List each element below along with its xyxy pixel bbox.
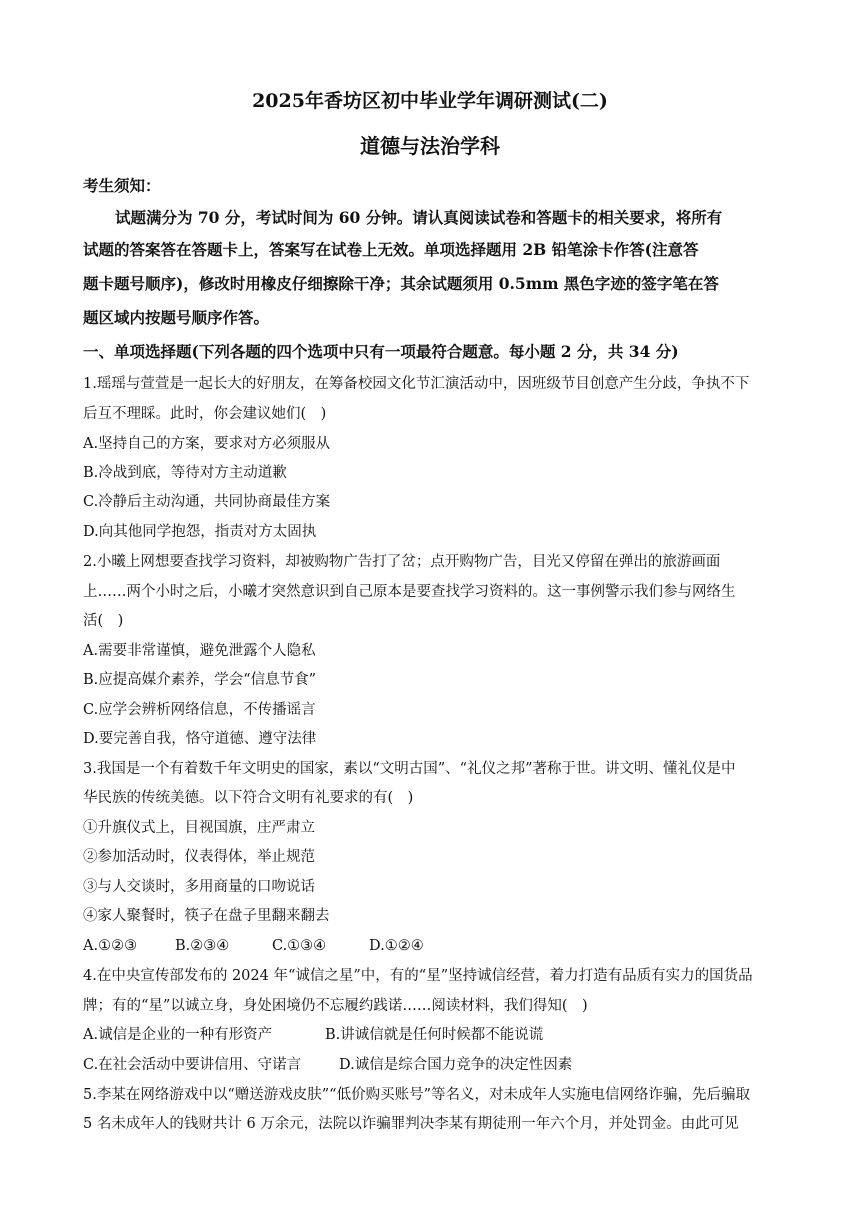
statement-item: ③与人交谈时，多用商量的口吻说话	[83, 879, 315, 895]
question-stem: 华民族的传统美德。以下符合文明有礼要求的有( )	[83, 790, 414, 806]
statement-item: ①升旗仪式上，目视国旗，庄严肃立	[83, 820, 315, 836]
question-stem: 3.我国是一个有着数千年文明史的国家，素以“文明古国”、“礼仪之邦”著称于世。讲文明、懂礼仪是中	[83, 761, 736, 777]
option-b: B.②③④	[175, 938, 230, 954]
question-stem: 后互不理睬。此时，你会建议她们( )	[83, 406, 327, 422]
statement-item: ②参加活动时，仪表得体，举止规范	[83, 849, 315, 865]
options-row	[83, 1025, 783, 1045]
option-c: C.应学会辨析网络信息，不传播谣言	[83, 702, 316, 718]
option-b: B.应提高媒介素养，学会“信息节食”	[83, 672, 317, 688]
option-b: B.讲诚信就是任何时候都不能说谎	[325, 1027, 544, 1043]
notice-line: 题区域内按题号顺序作答。	[83, 308, 270, 327]
option-c: C.在社会活动中要讲信用、守诺言	[83, 1057, 302, 1073]
options-row	[83, 1055, 783, 1075]
exam-subject: 道德与法治学科	[360, 134, 500, 158]
option-b: B.冷战到底，等待对方主动道歉	[83, 465, 287, 481]
notice-line: 题卡题号顺序)，修改时用橡皮仔细擦除干净；其余试题须用 0.5mm 黑色字迹的签字笔在答	[83, 274, 719, 293]
question-stem: 牌；有的“星”以诚立身，身处困境仍不忘履约践诺……阅读材料，我们得知( )	[83, 998, 588, 1014]
question-stem: 5.李某在网络游戏中以“赠送游戏皮肤”“低价购买账号”等名义，对未成年人实施电信网络诈骗，先后骗取	[83, 1087, 750, 1103]
exam-title: 2025年香坊区初中毕业学年调研测试(二)	[252, 90, 608, 112]
option-c: C.①③④	[272, 938, 327, 954]
options-row	[83, 936, 783, 956]
notice-line: 试题满分为 70 分，考试时间为 60 分钟。请认真阅读试卷和答题卡的相关要求，将所有	[115, 208, 723, 227]
option-a: A.诚信是企业的一种有形资产	[83, 1027, 273, 1043]
option-d: D.诚信是综合国力竞争的决定性因素	[339, 1057, 573, 1073]
question-stem: 4.在中央宣传部发布的 2024 年“诚信之星”中，有的“星”坚持诚信经营，着力打造有品质有实力的国货品	[83, 968, 753, 984]
option-d: D.要完善自我，恪守道德、遵守法律	[83, 731, 317, 747]
statement-item: ④家人聚餐时，筷子在盘子里翻来翻去	[83, 908, 330, 924]
option-c: C.冷静后主动沟通，共同协商最佳方案	[83, 494, 331, 510]
option-a: A.坚持自己的方案，要求对方必须服从	[83, 436, 331, 452]
section-heading: 一、单项选择题(下列各题的四个选项中只有一项最符合题意。每小题 2 分，共 34 分)	[83, 342, 679, 361]
question-stem: 2.小曦上网想要查找学习资料，却被购物广告打了岔；点开购物广告，目光又停留在弹出的旅游画面	[83, 554, 721, 570]
question-stem: 活( )	[83, 613, 124, 629]
question-stem: 1.瑶瑶与萱萱是一起长大的好朋友，在筹备校园文化节汇演活动中，因班级节目创意产生分歧，争执不下	[83, 376, 750, 392]
notice-line: 试题的答案答在答题卡上，答案写在试卷上无效。单项选择题用 2B 铅笔涂卡作答(注意答	[83, 240, 699, 259]
question-stem: 5 名未成年人的钱财共计 6 万余元，法院以诈骗罪判决李某有期徒刑一年六个月，并处罚金。由此可见	[83, 1116, 739, 1132]
option-d: D.向其他同学抱怨，指责对方太固执	[83, 524, 317, 540]
notice-heading: 考生须知：	[83, 176, 161, 195]
option-d: D.①②④	[369, 938, 424, 954]
option-a: A.需要非常谨慎，避免泄露个人隐私	[83, 643, 316, 659]
option-a: A.①②③	[83, 938, 138, 954]
question-stem: 上……两个小时之后，小曦才突然意识到自己原本是要查找学习资料的。这一事例警示我们参与网络生	[83, 584, 736, 600]
